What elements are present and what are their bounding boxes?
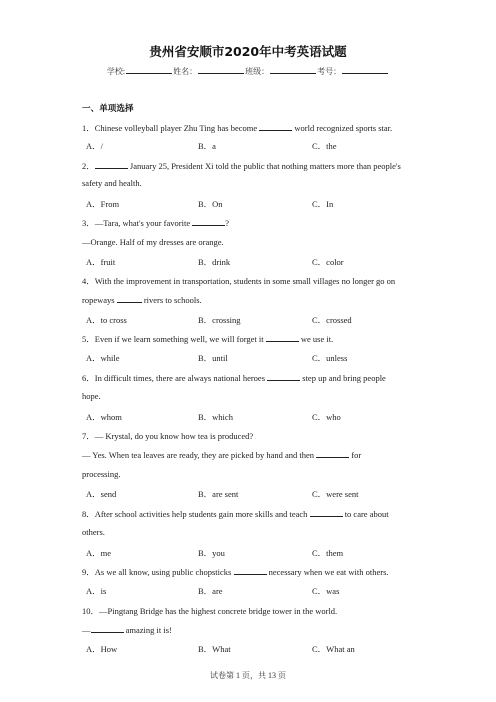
exam-number-label: 考号： bbox=[317, 67, 342, 76]
question-4-option-c[interactable]: C．crossed bbox=[312, 315, 352, 325]
question-2-stem: 2． January 25, President Xi told the public that nothing matters more than people's bbox=[82, 161, 401, 171]
question-4-stem: 4．With the improvement in transportation, students in some small villages no longer go on bbox=[82, 276, 396, 286]
question-3-option-a[interactable]: A．fruit bbox=[86, 257, 116, 267]
question-6-option-c[interactable]: C．who bbox=[312, 412, 341, 422]
name-label: 姓名： bbox=[173, 67, 198, 76]
question-3-option-b[interactable]: B．drink bbox=[198, 257, 231, 267]
question-4-option-b[interactable]: B．crossing bbox=[198, 315, 241, 325]
question-1-option-a[interactable]: A．/ bbox=[86, 141, 104, 151]
question-9-stem: 9．As we all know, using public chopsticks necessary when we eat with others. bbox=[82, 567, 389, 577]
question-6-stem: 6．In difficult times, there are always national heroes step up and bring people bbox=[82, 373, 386, 383]
question-5-option-c[interactable]: C．unless bbox=[312, 353, 348, 363]
question-8-option-a[interactable]: A．me bbox=[86, 548, 112, 558]
question-5-stem: 5．Even if we learn something well, we will forget it we use it. bbox=[82, 334, 334, 344]
question-10-stem: 10．—Pingtang Bridge has the highest concrete bridge tower in the world. bbox=[82, 606, 338, 616]
question-2-option-b[interactable]: B．On bbox=[198, 199, 223, 209]
question-5-option-b[interactable]: B．until bbox=[198, 353, 228, 363]
question-6-option-a[interactable]: A．whom bbox=[86, 412, 122, 422]
question-3-option-c[interactable]: C．color bbox=[312, 257, 344, 267]
answer-blank bbox=[310, 508, 343, 517]
question-8-option-c[interactable]: C．them bbox=[312, 548, 344, 558]
question-6-stem-cont: hope. bbox=[82, 391, 101, 401]
question-8-stem-cont: others. bbox=[82, 527, 105, 537]
question-7-option-a[interactable]: A．send bbox=[86, 489, 117, 499]
answer-blank bbox=[95, 160, 128, 169]
question-1-option-c[interactable]: C．the bbox=[312, 141, 337, 151]
page-footer: 试卷第 1 页，共 13 页 bbox=[210, 671, 286, 680]
page-title: 贵州省安顺市2020年中考英语试题 bbox=[149, 44, 347, 59]
question-7-option-c[interactable]: C．were sent bbox=[312, 489, 359, 499]
student-info-line bbox=[0, 65, 496, 77]
section-heading: 一、单项选择 bbox=[82, 104, 134, 114]
question-10-option-c[interactable]: C．What an bbox=[312, 644, 355, 654]
question-7-option-b[interactable]: B．are sent bbox=[198, 489, 239, 499]
answer-blank bbox=[117, 294, 142, 303]
answer-blank bbox=[266, 333, 299, 342]
question-2-stem-cont: safety and health. bbox=[82, 178, 142, 188]
question-5-option-a[interactable]: A．while bbox=[86, 353, 120, 363]
answer-blank bbox=[192, 217, 225, 226]
answer-blank bbox=[259, 122, 292, 131]
question-9-option-b[interactable]: B．are bbox=[198, 586, 223, 596]
question-4-stem-cont: ropeways rivers to schools. bbox=[82, 295, 202, 305]
question-10-stem-cont: — amazing it is! bbox=[82, 625, 172, 635]
question-7-stem: 7．— Krystal, do you know how tea is produced? bbox=[82, 431, 254, 441]
question-9-option-c[interactable]: C．was bbox=[312, 586, 340, 596]
question-8-option-b[interactable]: B．you bbox=[198, 548, 225, 558]
answer-blank bbox=[316, 449, 349, 458]
class-field[interactable] bbox=[270, 65, 316, 74]
school-field[interactable] bbox=[126, 65, 172, 74]
answer-blank bbox=[234, 566, 267, 575]
question-3-stem-cont: —Orange. Half of my dresses are orange. bbox=[82, 237, 224, 247]
question-10-option-a[interactable]: A．How bbox=[86, 644, 118, 654]
question-1-option-b[interactable]: B．a bbox=[198, 141, 216, 151]
answer-blank bbox=[91, 624, 124, 633]
question-8-stem: 8．After school activities help students gain more skills and teach to care about bbox=[82, 509, 389, 519]
school-label: 学校: bbox=[106, 67, 126, 76]
question-2-option-c[interactable]: C．In bbox=[312, 199, 334, 209]
question-1-stem: 1．Chinese volleyball player Zhu Ting has become world recognized sports star. bbox=[82, 123, 393, 133]
name-field[interactable] bbox=[198, 65, 244, 74]
answer-blank bbox=[267, 372, 300, 381]
question-3-stem: 3．—Tara, what's your favorite ? bbox=[82, 218, 230, 228]
question-7-stem-cont: — Yes. When tea leaves are ready, they are picked by hand and then for bbox=[82, 450, 362, 460]
class-label: 班级： bbox=[245, 67, 270, 76]
question-7-stem-cont-2: processing. bbox=[82, 469, 121, 479]
question-4-option-a[interactable]: A．to cross bbox=[86, 315, 127, 325]
question-2-option-a[interactable]: A．From bbox=[86, 199, 120, 209]
question-9-option-a[interactable]: A．is bbox=[86, 586, 107, 596]
exam-number-field[interactable] bbox=[342, 65, 388, 74]
question-10-option-b[interactable]: B．What bbox=[198, 644, 231, 654]
question-6-option-b[interactable]: B．which bbox=[198, 412, 233, 422]
